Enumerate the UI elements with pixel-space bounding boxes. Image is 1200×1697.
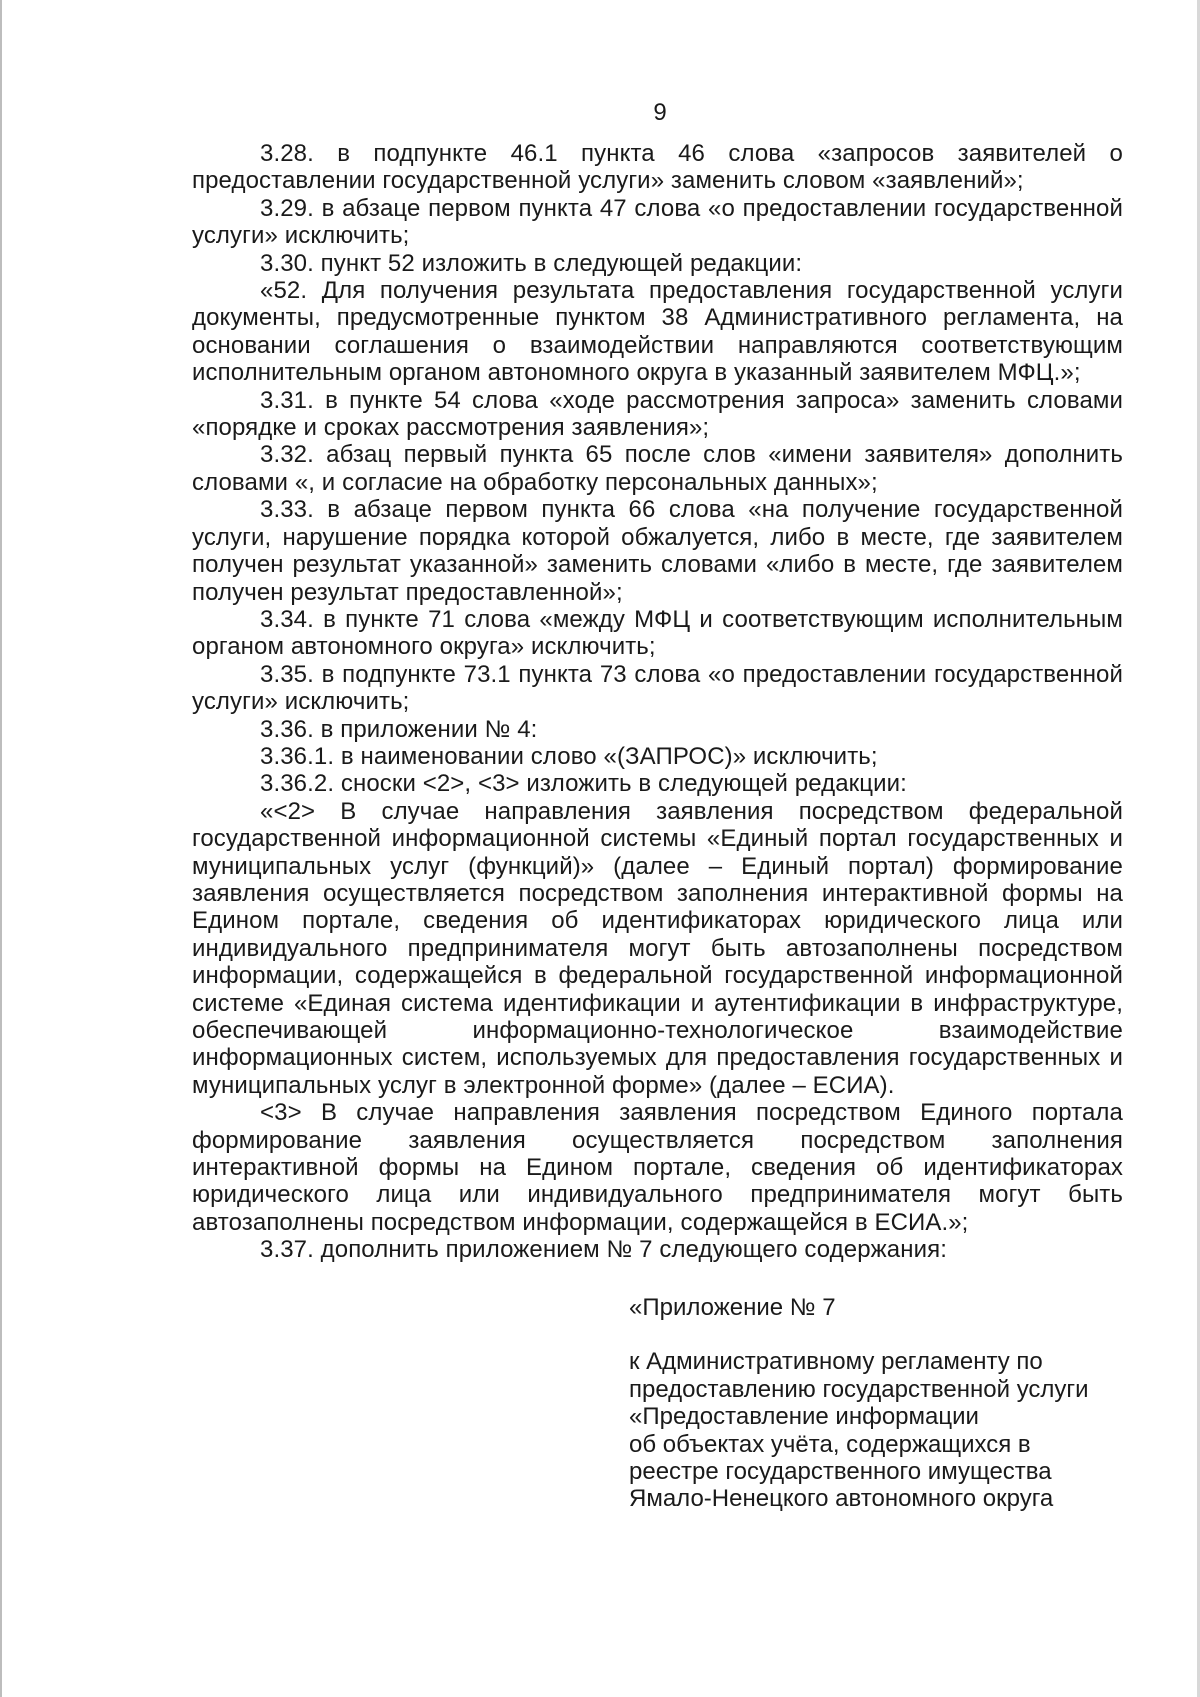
paragraph-3-32: 3.32. абзац первый пункта 65 после слов «имени заявителя» дополнить словами «, и согласие на обработку персональных данных»; <box>192 441 1123 496</box>
appendix-line: Ямало-Ненецкого автономного округа <box>629 1485 1054 1513</box>
paragraph-3-31: 3.31. в пункте 54 слова «ходе рассмотрения запроса» заменить словами «порядке и сроках рассмотрения заявления»; <box>192 386 1123 442</box>
paragraph-3-29: 3.29. в абзаце первом пункта 47 слова «о предоставлении государственной услуги» исключить; <box>192 194 1123 250</box>
appendix-line: к Административному регламенту по <box>629 1348 1043 1376</box>
paragraph-3-30: 3.30. пункт 52 изложить в следующей редакции: <box>260 249 803 277</box>
appendix-line: предоставлению государственной услуги <box>629 1375 1089 1403</box>
appendix-header-block <box>629 1294 1149 1513</box>
appendix-heading: «Приложение № 7 <box>629 1294 836 1321</box>
appendix-line: реестре государственного имущества <box>629 1458 1052 1486</box>
paragraph-3-35: 3.35. в подпункте 73.1 пункта 73 слова «о предоставлении государственной услуги» исключить; <box>192 660 1123 716</box>
paragraph-3-33: 3.33. в абзаце первом пункта 66 слова «на получение государственной услуги, нарушение порядка которой обжалуется, либо в месте, где заявителем получен результат указанной» заменить словами «либо в месте, где заявителем получен результат предоставленной»; <box>192 496 1123 606</box>
paragraph-3-36-2: 3.36.2. сноски <2>, <3> изложить в следующей редакции: <box>260 770 907 798</box>
appendix-line: об объектах учёта, содержащихся в <box>629 1430 1031 1458</box>
paragraph-3-36: 3.36. в приложении № 4: <box>260 715 538 743</box>
appendix-subtitle <box>629 1348 1149 1512</box>
paragraph-3-37: 3.37. дополнить приложением № 7 следующего содержания: <box>260 1236 947 1264</box>
scan-edge-left <box>0 0 2 1697</box>
page-number: 9 <box>653 99 667 126</box>
document-body <box>192 140 1123 1264</box>
paragraph-3-36-1: 3.36.1. в наименовании слово «(ЗАПРОС)» исключить; <box>260 742 878 770</box>
appendix-line: «Предоставление информации <box>629 1403 979 1431</box>
paragraph-3-34: 3.34. в пункте 71 слова «между МФЦ и соответствующим исполнительным органом автономного округа» исключить; <box>192 605 1123 661</box>
footnote-2-text: «<2> В случае направления заявления посредством федеральной государственной информационной системы «Единый портал государственных и муниципальных услуг (функций)» (далее – Единый портал) формирование заявления осуществляется посредством заполнения интерактивной формы на Едином портале, сведения об идентификаторах юридического лица или индивидуального предпринимателя могут быть автозаполнены посредством информации, содержащейся в федеральной государственной информационной системе «Единая система идентификации и аутентификации в инфраструктуре, обеспечивающей информационно-технологическое взаимодействие информационных систем, используемых для предоставления государственных и муниципальных услуг в электронной форме» (далее – ЕСИА). <box>192 797 1123 1099</box>
paragraph-point-52-text: «52. Для получения результата предоставления государственной услуги документы, предусмотренные пунктом 38 Административного регламента, на основании соглашения о взаимодействии направляются соответствующим исполнительным органом автономного округа в указанный заявителем МФЦ.»; <box>192 277 1123 387</box>
paragraph-3-28: 3.28. в подпункте 46.1 пункта 46 слова «запросов заявителей о предоставлении государственной услуги» заменить словом «заявлений»; <box>192 140 1123 195</box>
footnote-3-text: <3> В случае направления заявления посредством Единого портала формирование заявления осуществляется посредством заполнения интерактивной формы на Едином портале, сведения об идентификаторах юридического лица или индивидуального предпринимателя могут быть автозаполнены посредством информации, содержащейся в ЕСИА.»; <box>192 1099 1123 1236</box>
